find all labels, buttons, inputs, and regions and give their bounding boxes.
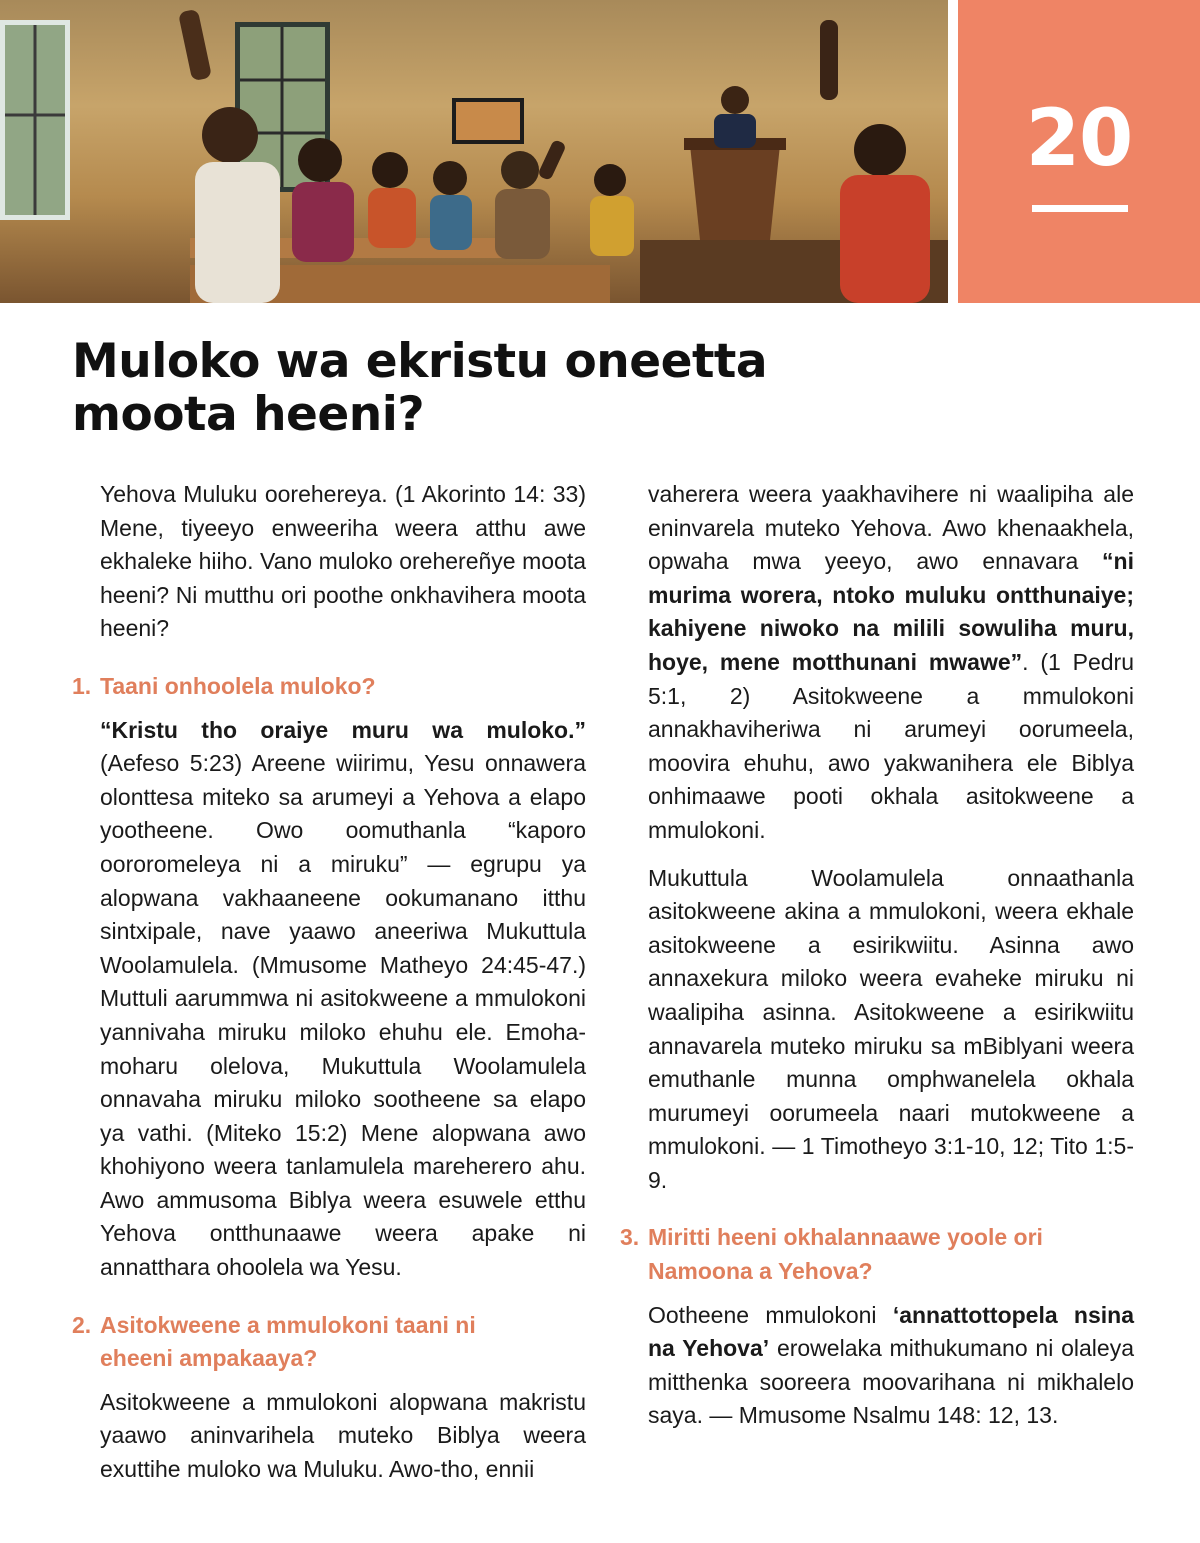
question-text-line-2: Namoona a Yehova?	[648, 1258, 873, 1285]
question-text-line-1: Miritti heeni okhalannaawe yoole ori	[648, 1224, 1043, 1251]
lesson-number: 20	[1025, 94, 1133, 184]
audience-member	[594, 164, 626, 196]
answer-text: vaherera weera yaakhavihere ni waalipiha ale eninvarela muteko Yehova. Awo khenaakhela, opwaha mwa yeeyo, awo ennavara	[648, 481, 1134, 575]
answer-text: (Aefeso 5:23) Areene wiirimu, Yesu onnawera olonttesa miteko sa arumeyi a Yehova a elapo yootheene. Owo oomuthanla “kaporo oororomeleya ni a miruku” — egrupu ya alopwana vakhaaneene ookumanano itthu sintxipale, nave yaawo aneeriwa Mukuttula Woolamulela. (Mmusome Matheyo 24:45-47.) Muttuli aarummwa ni asitokweene a mmulokoni yannivaha miruku miloko ehuhu ele. Emoha-moharu olelova, Mukuttula Woolamulela onnavaha miruku miloko sootheene sa elapo ya vathi. (Miteko 15:2) Mene alopwana awo khohiyono weera tanlamulela mareherero ahu. Awo ammusoma Biblya weera esuwele etthu Yehova ontthunaawe weera apake ni annatthara ohoolela wa Yesu.	[100, 750, 586, 1281]
audience-member	[854, 124, 906, 176]
scripture-quote: “ni murima worera, ntoko muluku ontthunaiye; kahiyene niwoko na milili sowuliha muru, hoye, mene motthunani mwawe”	[648, 548, 1134, 675]
answer-2-paragraph-start: Asitokweene a mmulokoni alopwana makristu yaawo aninvarihela muteko Biblya weera exuttihe muloko wa Muluku. Awo-tho, ennii	[100, 1388, 586, 1483]
lesson-number-badge	[958, 0, 1200, 303]
lesson-title	[72, 335, 892, 441]
audience-member	[298, 138, 342, 182]
header-photo	[0, 0, 948, 303]
question-text-line-1: Asitokweene a mmulokoni taani ni	[100, 1311, 476, 1338]
speaker-body	[714, 114, 756, 148]
title-line-2: moota heeni?	[72, 387, 425, 442]
audience-member	[433, 161, 467, 195]
answer-text: . (1 Pedru 5:1, 2) Asitokweene a mmulokoni annakhaviheriwa ni arumeyi oorumeela, moovira ehuhu, awo yakwanihera ele Biblya onhimaawe pooti okhala asitokweene a mmulokoni.	[648, 648, 1134, 843]
question-text-line-2: eheeni ampakaaya?	[100, 1345, 318, 1372]
raised-hand	[178, 9, 212, 82]
column-left	[72, 478, 586, 1501]
scripture-quote: “Kristu tho oraiye muru wa muloko.”	[100, 716, 586, 743]
question-number: 2.	[72, 1311, 92, 1338]
badge-divider	[1032, 205, 1128, 212]
title-line-1: Muloko wa ekristu oneetta	[72, 334, 768, 389]
answer-2-paragraph-2: Mukuttula Woolamulela onnaathanla asitokweene akina a mmulokoni, weera ekhale asitokweene a esirikwiitu. Asinna awo annaxekura miloko weera evaheke miruku ni waalipiha asinna. Asitokweene a esirikwiitu annavarela muteko miruku sa mBiblyani weera emuthanle munna omphwanelela okhala murumeyi oorumeela naari mutokweene a mmulokoni. — 1 Timotheyo 3:1-10, 12; Tito 1:5-9.	[648, 864, 1134, 1193]
answer-text: Ootheene mmulokoni	[648, 1301, 893, 1328]
question-2-heading	[72, 1309, 586, 1376]
answer-1-paragraph	[100, 714, 586, 1285]
intro-paragraph: Yehova Muluku oorehereya. (1 Akorinto 14: 33) Mene, tiyeeyo enweeriha weera atthu awe ekhaleke hiiho. Vano muloko orehereñye moota heeni? Ni mutthu ori poothe onkhavihera moota heeni?	[100, 481, 586, 642]
speaker-head	[721, 86, 749, 114]
raised-hand	[820, 20, 838, 100]
audience-member	[202, 107, 258, 163]
question-number: 3.	[620, 1224, 640, 1251]
question-number: 1.	[72, 672, 92, 699]
answer-2-paragraph-continued	[648, 478, 1134, 848]
column-right	[620, 478, 1134, 1447]
scripture-quote: ‘annattottopela nsina na Yehova’	[648, 1301, 1134, 1362]
question-1-heading	[72, 670, 586, 704]
meeting-illustration	[0, 0, 948, 303]
lectern	[690, 145, 780, 240]
audience-member	[372, 152, 408, 188]
question-3-heading	[620, 1221, 1134, 1288]
answer-text: erowelaka mithukumano ni olaleya mitthenka sooreera moovarihana ni mikhalelo saya. — Mmusome Nsalmu 148: 12, 13.	[648, 1335, 1134, 1429]
audience-member	[501, 151, 539, 189]
answer-3-paragraph	[648, 1299, 1134, 1433]
question-text: Taani onhoolela muloko?	[100, 672, 376, 699]
raised-hand	[537, 139, 567, 181]
